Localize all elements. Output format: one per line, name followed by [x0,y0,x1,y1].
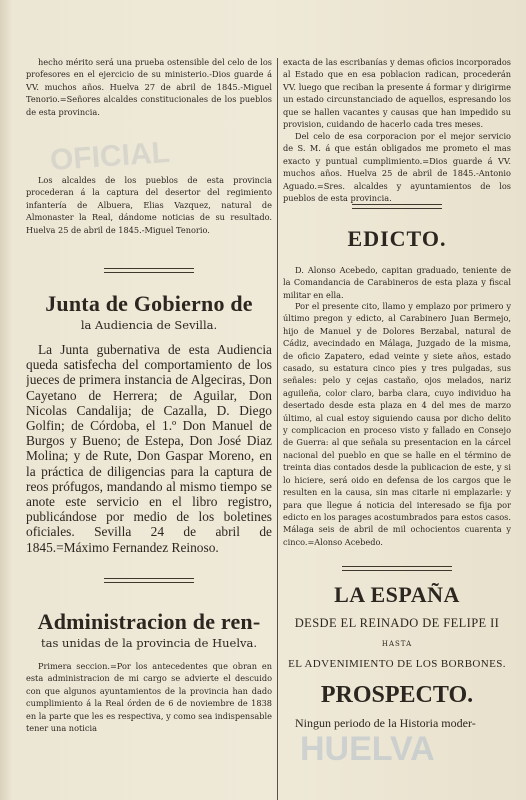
junta-paragraph: La Junta gubernativa de esta Audiencia queda satisfecha del comportamiento de los jueces de primera instancia de Algeciras, Don Cayetano de Herrera; de Aguilar, Don Nicolas Candalija; de Cazalla, D. Diego Golfin; de Córdoba, el 1.º Don Manuel de Burgos y Bueno; de Estepa, Don José Diaz Molina; y de Rute, Don Gaspar Moreno, en la práctica de diligencias para la captura de reos prófugos, mandando al mismo tiempo se anote este servicio en el libro registro, publicándose por medio de los boletines oficiales. Sevilla 24 de abril de 1845.=Máximo Fernandez Reinoso. [26,342,272,555]
admin-subtitle: tas unidas de la provincia de Huelva. [40,636,258,650]
edicto-body: Por el presente cito, llamo y emplazo por primero y último pregon y edicto, al Carabinero Juan Bermejo, hijo de Manuel y de Dolores Berzabal, natural de Cádiz, avecindado en Málaga, Juzgado de la misma, de oficio Zapatero, edad veinte y siete años, estado casado, su estatura cinco pies y tres pulgadas, sus señales: pelo y cejas castaño, ojos melados, nariz aguileña, color claro, barba clara, cuyo individuo ha desertado desde esta plaza en 4 del mes de marzo último, al cual estoy siguiendo causa por dicho delito y complicacion en proceso visto y fallado en Consejo de Guerra: al que señala su presentacion en la cárcel nacional del pueblo en que se halle en el término de treinta dias contados desde la publicacion de este, y si lo hiciere, será oido en defensa de los cargos que le resulten en la causa, sin mas citarle ni emplazarle: y para que llegue á noticia del interesado se fija por edicto en los parages acostumbrados para estos casos. Málaga seis de abril de mil ochocientos cuarenta y cinco.=Alonso Acebedo. [283,301,511,547]
section-separator [104,268,194,273]
junta-subtitle: la Audiencia de Sevilla. [80,318,218,332]
edicto-intro: D. Alonso Acebedo, capitan graduado, teniente de la Comandancia de Carabineros de esta plaza y fiscal militar en ella. [283,265,511,300]
prospecto-start: Ningun periodo de la Historia moder- [295,716,476,730]
right-second-paragraph: Del celo de esa corporacion por el mejor servicio de S. M. á que están obligados me prometo el mas exacto y puntual cumplimiento.=Dios guarde á VV. muchos años. Huelva 25 de abril de 1845.-Antonio Aguado.=Sres. alcaldes y ayuntamientos de los pueblos de esta provincia. [283,131,511,204]
espana-title: LA ESPAÑA [334,582,460,607]
admin-paragraph: Primera seccion.=Por los antecedentes que obran en esta administracion de mi cargo se advierte el descuido con que algunos ayuntamientos de la provincia han dado cumplimiento á la Real órden de 6 de noviembre de 1838 en la parte que les es respectiva, y como sea indispensable tener una noticia [26,661,272,734]
edicto-title: EDICTO. [347,226,447,251]
stamp-watermark: OFICIAL [48,135,171,178]
huelva-watermark: HUELVA [300,730,435,768]
right-top-paragraph: exacta de las escribanías y demas oficios incorporados al Estado que en esa poblacion radican, procederán VV. luego que reciban la presente á formar y dirigirme un estado circunstanciado de aquellos, espresando los que se hallen vacantes y causas que han impedido su provision, cuidando de hacerlo cada tres meses. [283,57,511,130]
advenimiento-line: EL ADVENIMIENTO DE LOS BORBONES. [288,658,506,670]
left-top-paragraph: hecho mérito será una prueba ostensible del celo de los profesores en el ejercicio de su ministerio.-Dios guarde á VV. muchos años. Huelva 27 de abril de 1845.-Miguel Tenorio.=Señores alcaldes constitucionales de los pueblos de esta provincia. [26,57,272,117]
right-column [283,0,511,800]
prospecto-title: PROSPECTO. [320,682,474,708]
section-separator [104,578,194,583]
column-rule [277,58,278,800]
admin-title: Administracion de ren- [37,609,261,634]
left-column [26,0,272,800]
espana-line: DESDE EL REINADO DE FELIPE II [294,616,500,630]
alcaldes-paragraph: Los alcaldes de los pueblos de esta provincia procederan á la captura del desertor del regimiento infantería de Albuera, Elias Vazquez, natural de Almonaster la Real, dándome noticias de su resultado. Huelva 25 de abril de 1845.-Miguel Tenorio. [26,175,272,235]
junta-title: Junta de Gobierno de [45,291,253,316]
section-separator [342,566,452,571]
section-separator [352,204,442,209]
hasta-label: HASTA [381,640,413,648]
